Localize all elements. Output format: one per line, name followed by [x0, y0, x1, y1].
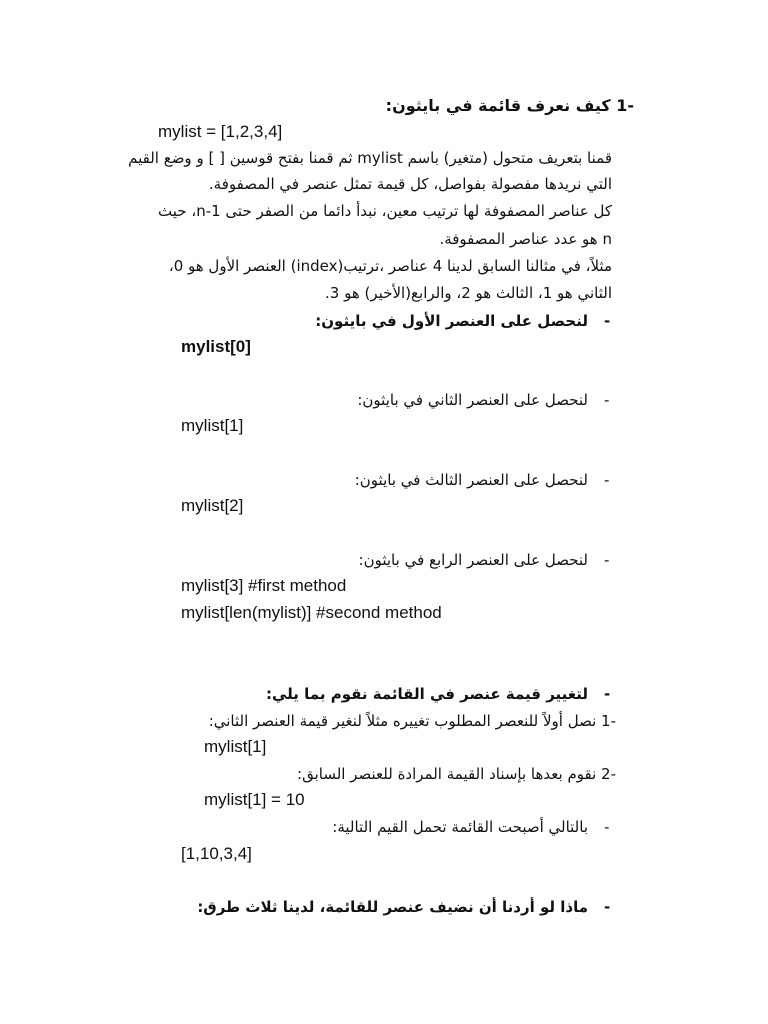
paragraph-line: التي نريدها مفصولة بفواصل، كل قيمة تمثل عنصر في المصفوفة. [208, 175, 612, 193]
bullet-add-element: ماذا لو أردنا أن نضيف عنصر للقائمة، لدينا ثلاث طرق: [197, 898, 588, 916]
bullet-third-element: لنحصل على العنصر الثالث في بايثون: [354, 471, 588, 489]
section-heading: -1 كيف نعرف قائمة في بايثون: [385, 96, 634, 115]
paragraph-line: قمنا بتعريف متحول (متغير) باسم mylist ثم قمنا بفتح قوسين [ ] و وضع القيم [128, 149, 612, 167]
code-second-element: mylist[1] [181, 416, 244, 435]
code-third-element: mylist[2] [181, 496, 244, 515]
bullet-change-value: لتغيير قيمة عنصر في القائمة نقوم بما يلي: [266, 685, 588, 703]
bullet-dash: - [604, 391, 610, 409]
bullet-dash: - [604, 551, 610, 569]
code-fourth-first-method: mylist[3] #first method [181, 576, 347, 595]
code-step-two: mylist[1] = 10 [204, 790, 305, 809]
bullet-dash: - [604, 312, 611, 330]
paragraph-line: مثلاً، في مثالنا السابق لدينا 4 عناصر ،ترتيب(index) العنصر الأول هو 0، [168, 257, 612, 275]
bullet-second-element: لنحصل على العنصر الثاني في بايثون: [357, 391, 588, 409]
code-result-list: [1,10,3,4] [181, 844, 252, 863]
bullet-fourth-element: لنحصل على العنصر الرابع في بايثون: [358, 551, 588, 569]
bullet-dash: - [604, 898, 611, 916]
code-step-one: mylist[1] [204, 737, 267, 756]
paragraph-line: n هو عدد عناصر المصفوفة. [439, 230, 612, 248]
bullet-dash: - [604, 685, 611, 703]
paragraph-line: كل عناصر المصفوفة لها ترتيب معين، نبدأ دائما من الصفر حتى n-1، حيث [158, 202, 612, 220]
bullet-result: بالتالي أصبحت القائمة تحمل القيم التالية: [332, 818, 588, 836]
code-define-list: mylist = [1,2,3,4] [158, 122, 283, 141]
code-first-element: mylist[0] [181, 337, 251, 356]
step-one: -1 نصل أولاً للنعصر المطلوب تغييره مثلاً لنغير قيمة العنصر الثاني: [208, 712, 616, 730]
bullet-first-element: لنحصل على العنصر الأول في بايثون: [315, 312, 588, 330]
bullet-dash: - [604, 471, 610, 489]
code-fourth-second-method: mylist[len(mylist)] #second method [181, 603, 442, 622]
step-two: -2 نقوم بعدها بإسناد القيمة المرادة للعنصر السابق: [297, 765, 616, 783]
bullet-dash: - [604, 818, 610, 836]
paragraph-line: الثاني هو 1، الثالث هو 2، والرابع(الأخير) هو 3. [325, 284, 612, 302]
